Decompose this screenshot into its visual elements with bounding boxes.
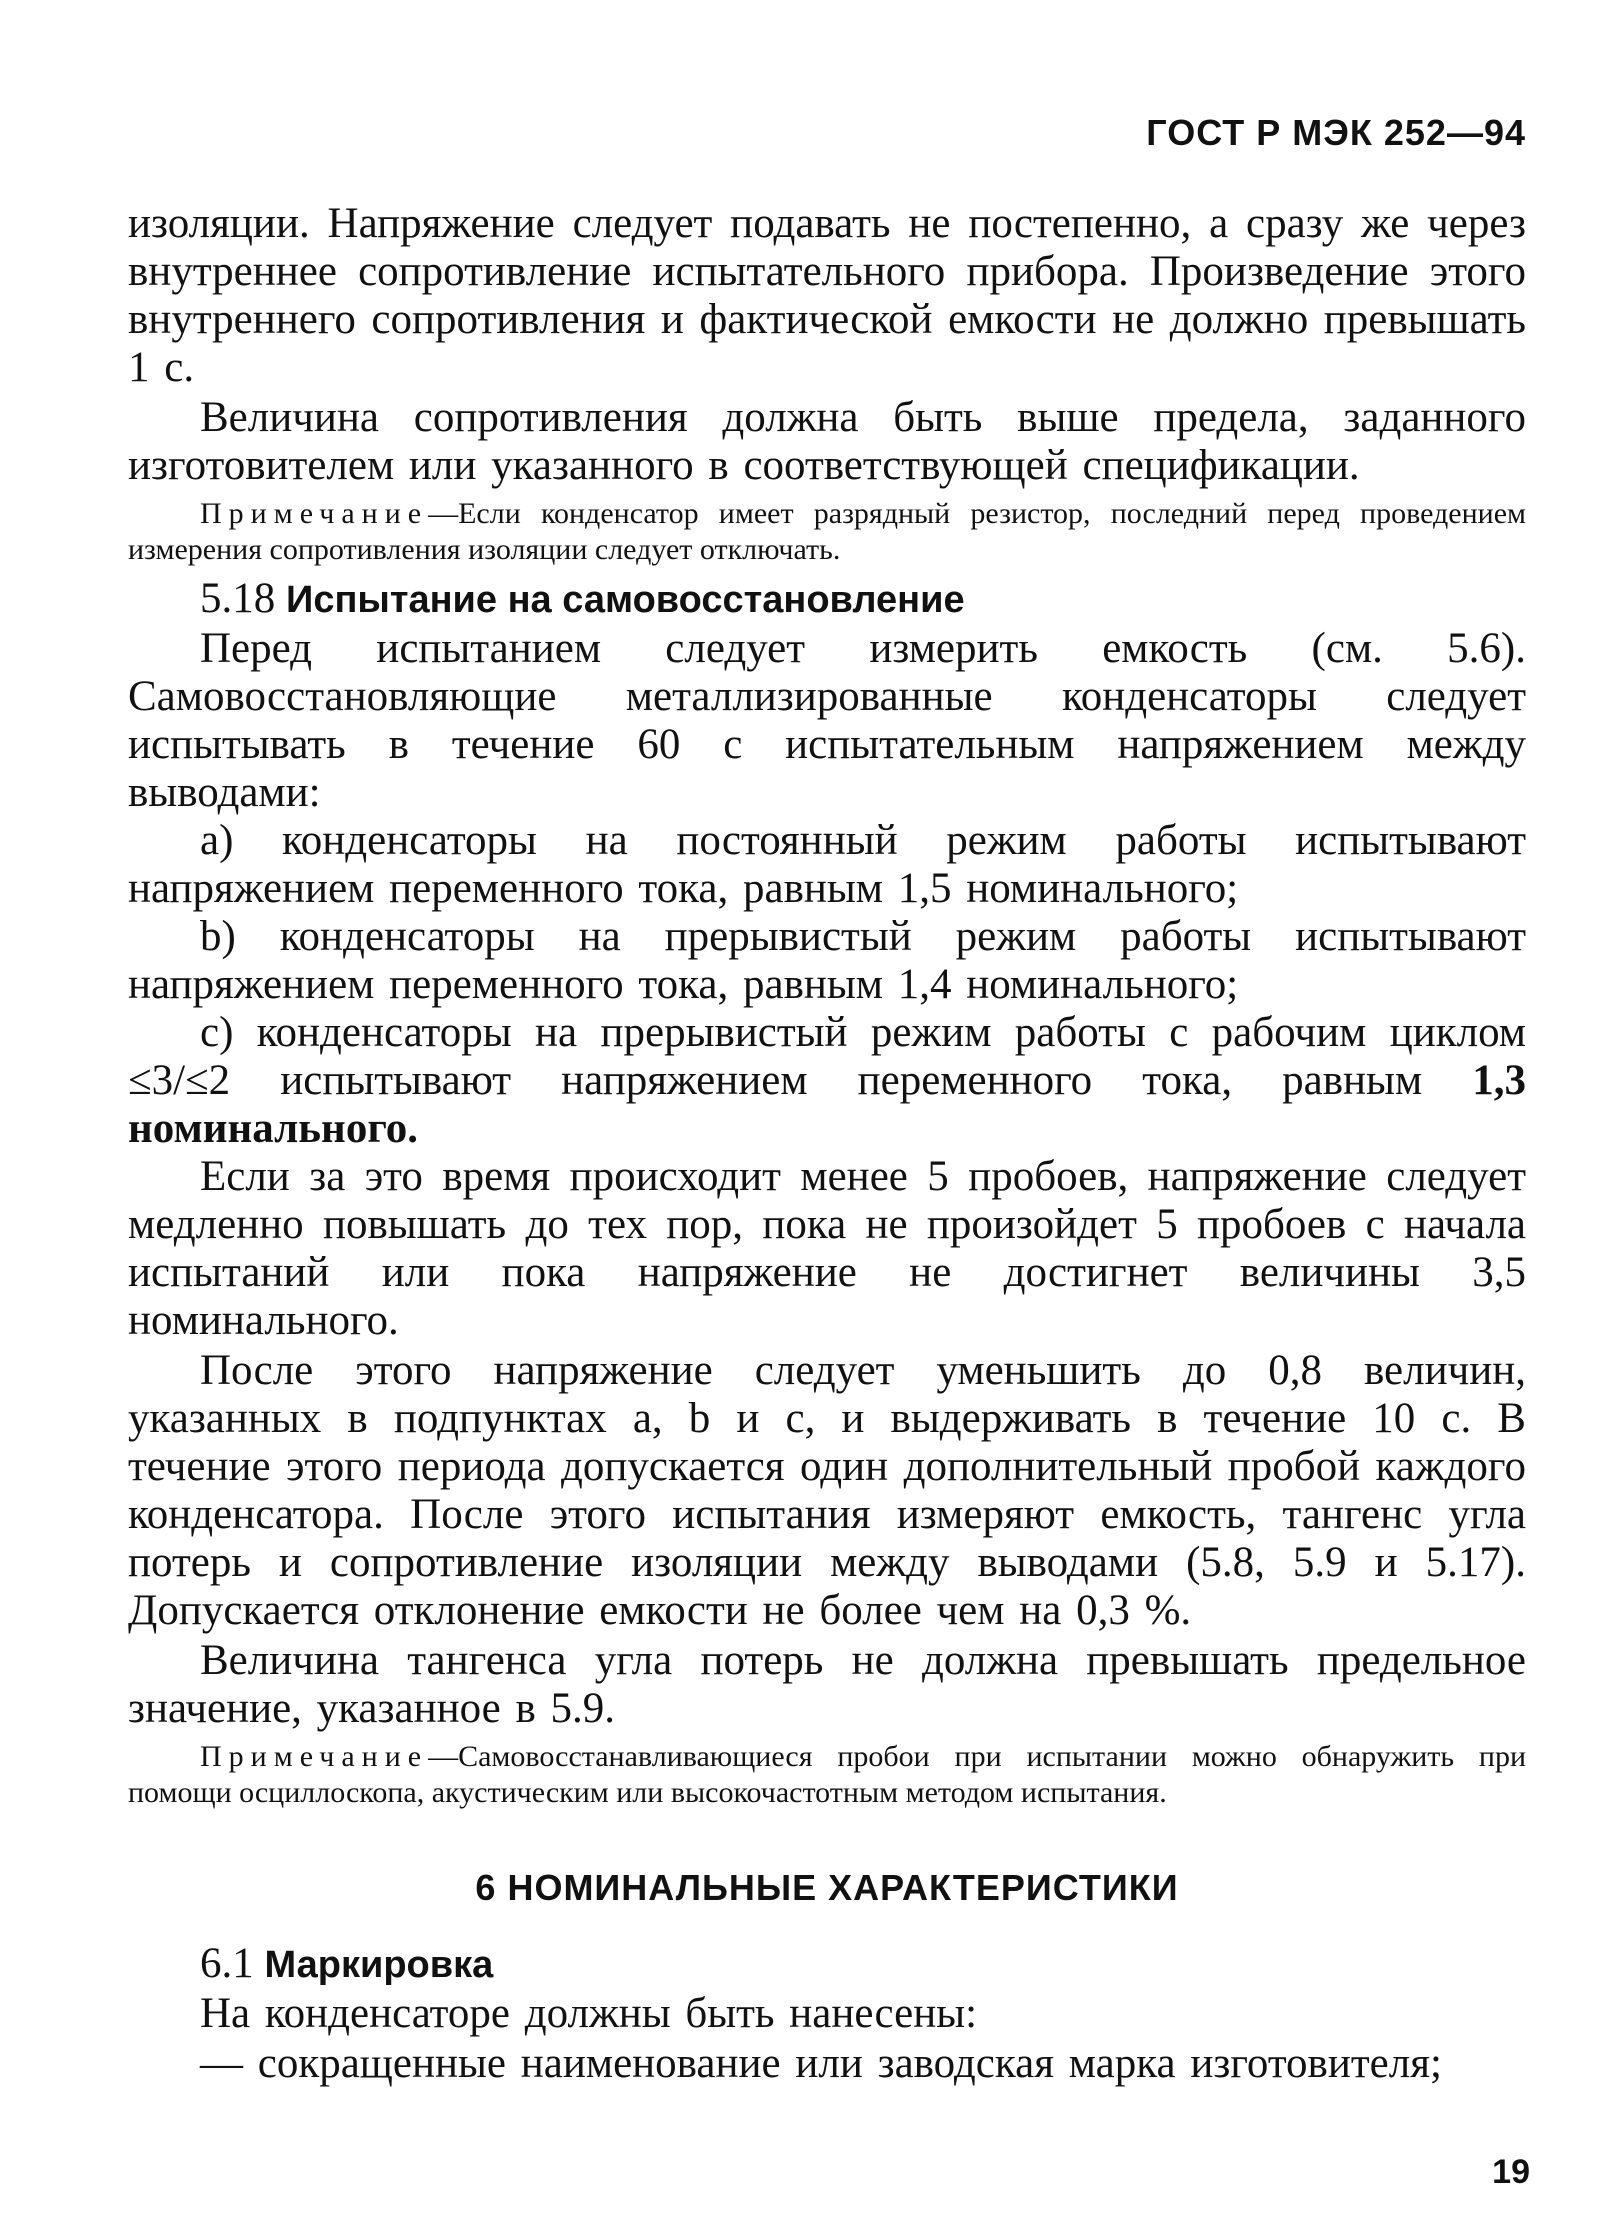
clause-title: Испытание на самовосстановление	[286, 579, 965, 621]
list-item-c-text: с) конденсаторы на прерывистый режим работы с рабочим циклом ≤3/≤2 испытывают напряжением переменного тока, равным	[128, 1009, 1526, 1104]
clause-number: 5.18	[200, 575, 276, 622]
clause-number: 6.1	[200, 1940, 254, 1987]
clause-5-18-heading	[128, 574, 1526, 625]
paragraph-insulation: изоляции. Напряжение следует подавать не постепенно, а сразу же через внутреннее сопротивление испытательного прибора. Произведение этого внутреннего сопротивления и фактической емкости не должно превышать 1 с.	[128, 200, 1526, 391]
paragraph-resistance: Величина сопротивления должна быть выше предела, заданного изготовителем или указанного в соответствующей спецификации.	[128, 394, 1526, 489]
page-number: 19	[1492, 2153, 1530, 2191]
list-item-c-bold: 1,3 номинального.	[128, 1057, 1526, 1152]
note-text: —Если конденсатор имеет разрядный резистор, последний перед проведением измерения сопротивления изоляции следует отключать.	[128, 497, 1526, 566]
clause-6-1-heading	[128, 1939, 1526, 1990]
note-text: —Самовосстанавливающиеся пробои при испытании можно обнаружить при помощи осциллоскопа, акустическим или высокочастотным методом испытания.	[128, 1740, 1526, 1809]
paragraph-marking-intro: На конденсаторе должны быть нанесены:	[200, 1990, 978, 2037]
paragraph-after-test: После этого напряжение следует уменьшить до 0,8 величин, указанных в подпунктах а, b и с, и выдерживать в течение 10 с. В течение этого периода допускается один дополнительный пробой каждого конденсатора. После этого испытания измеряют емкость, тангенс угла потерь и сопротивление изоляции между выводами (5.8, 5.9 и 5.17). Допускается отклонение емкости не более чем на 0,3 %.	[128, 1347, 1526, 1634]
document-body	[128, 200, 1526, 2088]
note-self-healing-detection	[128, 1739, 1526, 1811]
clause-title: Маркировка	[264, 1944, 494, 1986]
note-discharge-resistor	[128, 496, 1526, 568]
note-label: Примечание	[200, 497, 429, 530]
paragraph-self-healing-intro: Перед испытанием следует измерить емкость (см. 5.6). Самовосстановляющие металлизированные конденсаторы следует испытывать в течение 60 с испытательным напряжением между выводами:	[128, 625, 1526, 816]
list-item-a: а) конденсаторы на постоянный режим работы испытывают напряжением переменного тока, равным 1,5 номинального;	[128, 817, 1526, 912]
list-item-b: b) конденсаторы на прерывистый режим работы испытывают напряжением переменного тока, равным 1,4 номинального;	[128, 913, 1526, 1008]
note-label: Примечание	[200, 1740, 429, 1773]
document-code-header: ГОСТ Р МЭК 252—94	[1146, 112, 1526, 153]
section-6-title: 6 НОМИНАЛЬНЫЕ ХАРАКТЕРИСТИКИ	[475, 1867, 1179, 1908]
paragraph-loss-tangent: Величина тангенса угла потерь не должна превышать предельное значение, указанное в 5.9.	[128, 1637, 1526, 1732]
marking-item-manufacturer: — сокращенные наименование или заводская марка изготовителя;	[200, 2040, 1442, 2087]
list-item-c	[128, 1009, 1526, 1153]
paragraph-breakdowns: Если за это время происходит менее 5 пробоев, напряжение следует медленно повышать до тех пор, пока не произойдет 5 пробоев с начала испытаний или пока напряжение не достигнет величины 3,5 номинального.	[128, 1153, 1526, 1344]
